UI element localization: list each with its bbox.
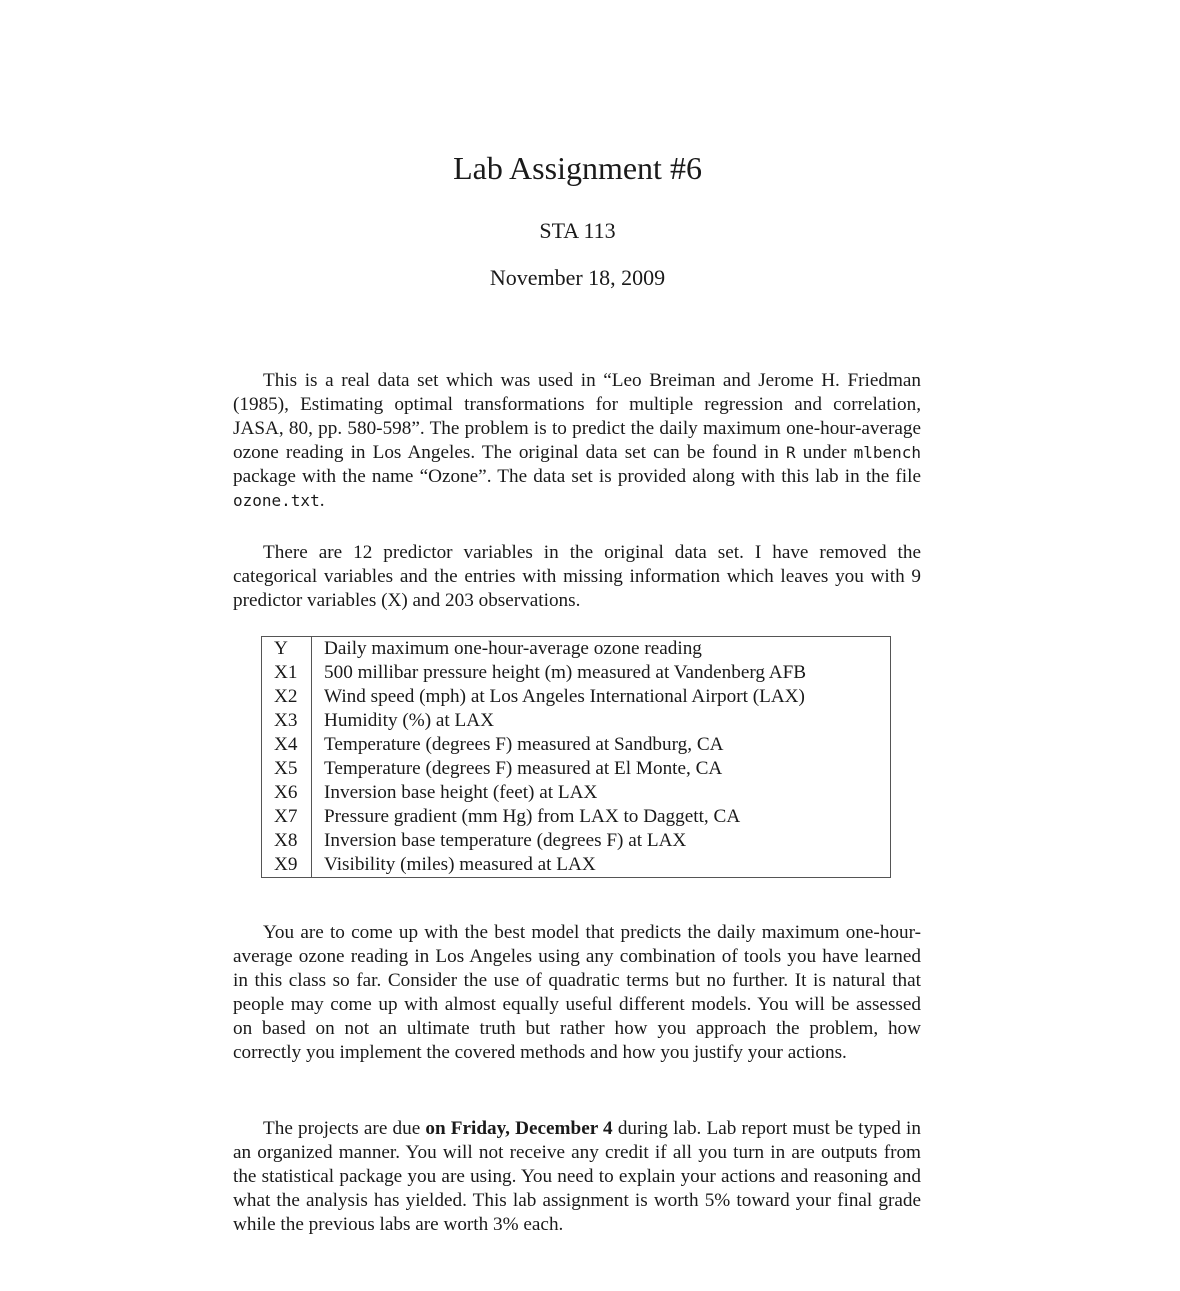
variable-code: X1 <box>262 661 312 685</box>
table-row <box>262 733 891 757</box>
variable-description: Temperature (degrees F) measured at El Monte, CA <box>324 758 723 779</box>
table-row <box>262 853 891 878</box>
code-package: mlbench <box>853 443 922 462</box>
variable-code: X8 <box>262 829 312 853</box>
document-title: Lab Assignment #6 <box>453 150 702 186</box>
variable-code: X3 <box>262 709 312 733</box>
variable-description: Visibility (miles) measured at LAX <box>324 854 596 875</box>
variable-description: 500 millibar pressure height (m) measured at Vandenberg AFB <box>324 662 807 683</box>
intro-text-4: . <box>319 490 325 511</box>
variable-code: X2 <box>262 685 312 709</box>
due-text-2: during lab. Lab report must be typed in an organized manner. You will not receive any credit if all you turn in are outputs from the statistical package you are using. You need to explain your actions and reasoning and what the analysis has yielded. This lab assignment is worth 5% toward your final grade while the previous labs are worth 3% each. <box>233 1118 921 1235</box>
due-date: on Friday, December 4 <box>425 1118 613 1139</box>
table-row <box>262 661 891 685</box>
variable-description: Temperature (degrees F) measured at Sandburg, CA <box>324 734 724 755</box>
variable-code: X5 <box>262 757 312 781</box>
due-paragraph <box>233 1117 921 1237</box>
table-row <box>262 757 891 781</box>
intro-text-3: package with the name “Ozone”. The data set is provided along with this lab in the file <box>233 466 921 487</box>
variable-description: Daily maximum one-hour-average ozone reading <box>324 638 702 659</box>
model-paragraph: You are to come up with the best model that predicts the daily maximum one-hour-average ozone reading in Los Angeles using any combination of tools you have learned in this class so far. Consider the use of quadratic terms but no further. It is natural that people may come up with almost equally useful different models. You will be assessed on based on not an ultimate truth but rather how you approach the problem, how correctly you implement the covered methods and how you justify your actions. <box>233 922 921 1063</box>
due-text-1: The projects are due <box>263 1118 426 1139</box>
table-row <box>262 685 891 709</box>
table-row <box>262 709 891 733</box>
variables-table <box>261 636 891 878</box>
variable-description: Pressure gradient (mm Hg) from LAX to Daggett, CA <box>324 806 741 827</box>
intro-paragraph <box>233 369 921 513</box>
variable-code: X9 <box>262 853 312 878</box>
intro-text-1: This is a real data set which was used in “Leo Breiman and Jerome H. Friedman (1985), Estimating optimal transformations for multiple regression and correlation, JASA, 80, pp. 580-598”. The problem is to predict the daily maximum one-hour-average ozone reading in Los Angeles. The original data set can be found in <box>233 370 921 463</box>
variable-description: Wind speed (mph) at Los Angeles International Airport (LAX) <box>324 686 805 707</box>
table-row <box>262 637 891 662</box>
variable-description: Humidity (%) at LAX <box>324 710 494 731</box>
course-name: STA 113 <box>539 218 616 243</box>
code-r: R <box>786 443 796 462</box>
variable-code: X4 <box>262 733 312 757</box>
variable-description: Inversion base temperature (degrees F) at LAX <box>324 830 687 851</box>
table-row <box>262 805 891 829</box>
intro-text-2: under <box>795 442 854 463</box>
document-date: November 18, 2009 <box>489 265 666 290</box>
variable-description: Inversion base height (feet) at LAX <box>324 782 598 803</box>
variable-code: X7 <box>262 805 312 829</box>
code-filename: ozone.txt <box>233 491 320 510</box>
table-row <box>262 829 891 853</box>
table-row <box>262 781 891 805</box>
variable-code: Y <box>262 637 312 662</box>
predictors-paragraph: There are 12 predictor variables in the original data set. I have removed the categorical variables and the entries with missing information which leaves you with 9 predictor variables (X) and 203 observations. <box>233 542 921 611</box>
variable-code: X6 <box>262 781 312 805</box>
